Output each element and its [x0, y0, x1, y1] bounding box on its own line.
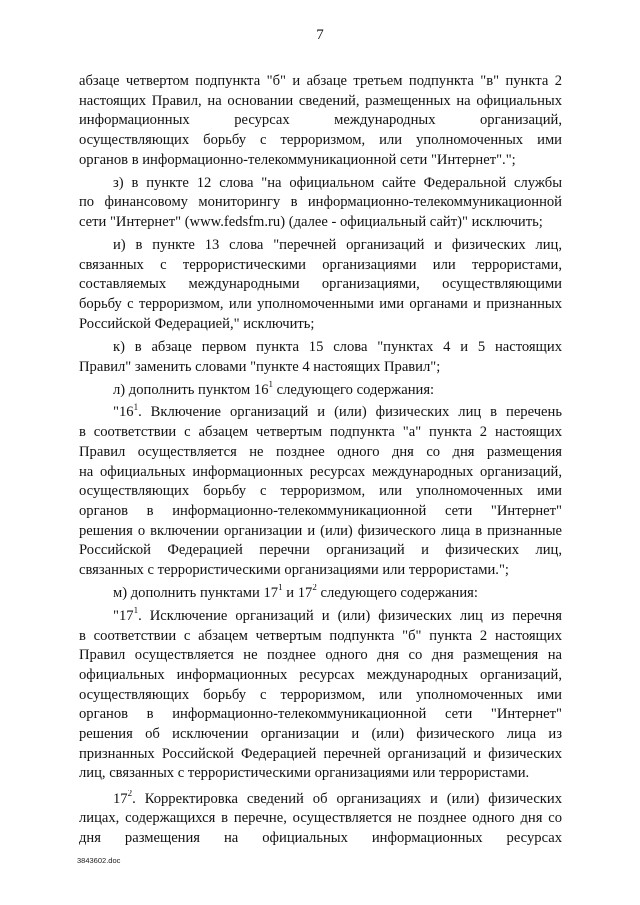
- text-line: решения об исключении организации и (или) физического лица из: [79, 726, 562, 743]
- text-line: "$16^1$. Включение организаций и (или) физических лиц в перечень: [113, 403, 562, 421]
- text-line: м) дополнить пунктами $17^1$ и $17^2$ следующего содержания:: [113, 583, 478, 601]
- text-line: решения о включении организации и (или) физического лица в признанные: [79, 522, 562, 539]
- text-line: информационных ресурсах международных организаций,: [79, 112, 562, 129]
- text-line: "$17^1$. Исключение организаций и (или) физических лиц из перечня: [113, 606, 562, 624]
- text-line: органов в информационно-телекоммуникационной сети "Интернет".";: [79, 151, 516, 168]
- text-line: лицах, содержащихся в перечне, осуществляется не позднее одного дня со: [79, 810, 562, 827]
- text-line: по финансовому мониторингу в информационно-телекоммуникационной: [79, 194, 562, 211]
- text-line: на официальных информационных ресурсах международных организаций,: [79, 463, 562, 480]
- superscript: 2: [127, 789, 133, 798]
- superscript: 1: [133, 606, 139, 616]
- text-line: Правил" заменить словами "пункте 4 настоящих Правил";: [79, 358, 441, 375]
- text-line: связанных с террористическими организациями или террористами.";: [79, 561, 509, 578]
- text-line: и) в пункте 13 слова "перечней организаций и физических лиц,: [113, 237, 562, 254]
- text-line: дня размещения на официальных информационных ресурсах: [79, 830, 562, 847]
- text-line: связанных с террористическими организациями или террористами,: [79, 256, 562, 273]
- text-line: к) в абзаце первом пункта 15 слова "пунктах 4 и 5 настоящих: [113, 338, 562, 355]
- text-line: официальных информационных ресурсах международных организаций,: [79, 667, 562, 684]
- document-filename: 3843602.doc: [77, 856, 121, 865]
- text-line: Правил осуществляется не позднее одного дня со дня размещения: [79, 443, 562, 460]
- text-line: признанных Российской Федерацией перечней организаций и физических: [79, 745, 562, 762]
- text-line: борьбу с терроризмом, или уполномоченными ими органами и признанных: [79, 296, 562, 313]
- text-line: з) в пункте 12 слова "на официальном сайте Федеральной службы: [113, 174, 562, 191]
- text-line: осуществляющих борьбу с терроризмом, или уполномоченных ими: [79, 686, 562, 703]
- document-body: [79, 72, 562, 849]
- superscript: 1: [268, 380, 274, 389]
- superscript: 1: [278, 583, 283, 593]
- text-line: органов в информационно-телекоммуникационной сети "Интернет": [79, 706, 562, 723]
- text-line: абзаце четвертом подпункта "б" и абзаце третьем подпункта "в" пункта 2: [79, 73, 562, 89]
- text-line: осуществляющих борьбу с терроризмом, или уполномоченных ими: [79, 483, 562, 500]
- text-line: $17^2$. Корректировка сведений об организациях и (или) физических: [113, 789, 562, 807]
- text-line: сети "Интернет" (www.fedsfm.ru) (далее - официальный сайт)" исключить;: [79, 214, 543, 231]
- text-line: лиц, связанных с террористическими организациями или террористами.: [79, 765, 530, 782]
- text-line: осуществляющих борьбу с терроризмом, или уполномоченных ими: [79, 132, 562, 149]
- text-line: л) дополнить пунктом $16^1$ следующего содержания:: [113, 380, 435, 398]
- superscript: 1: [133, 403, 139, 412]
- text-line: настоящих Правил, на основании сведений, размещенных на официальных: [79, 92, 562, 109]
- page-number: 7: [316, 27, 324, 43]
- text-line: Российской Федерацией," исключить;: [79, 315, 315, 332]
- text-line: Российской Федерацией перечни организаций и физических лиц,: [79, 542, 562, 559]
- text-line: органов в информационно-телекоммуникационной сети "Интернет": [79, 502, 562, 519]
- text-line: составляемых международными организациями, осуществляющими: [79, 276, 562, 293]
- text-line: Правил осуществляется не позднее одного дня со дня размещения на: [79, 647, 562, 664]
- text-line: в соответствии с абзацем четвертым подпункта "а" пункта 2 настоящих: [79, 424, 562, 441]
- text-line: в соответствии с абзацем четвертым подпункта "б" пункта 2 настоящих: [79, 627, 562, 644]
- superscript: 2: [312, 583, 317, 593]
